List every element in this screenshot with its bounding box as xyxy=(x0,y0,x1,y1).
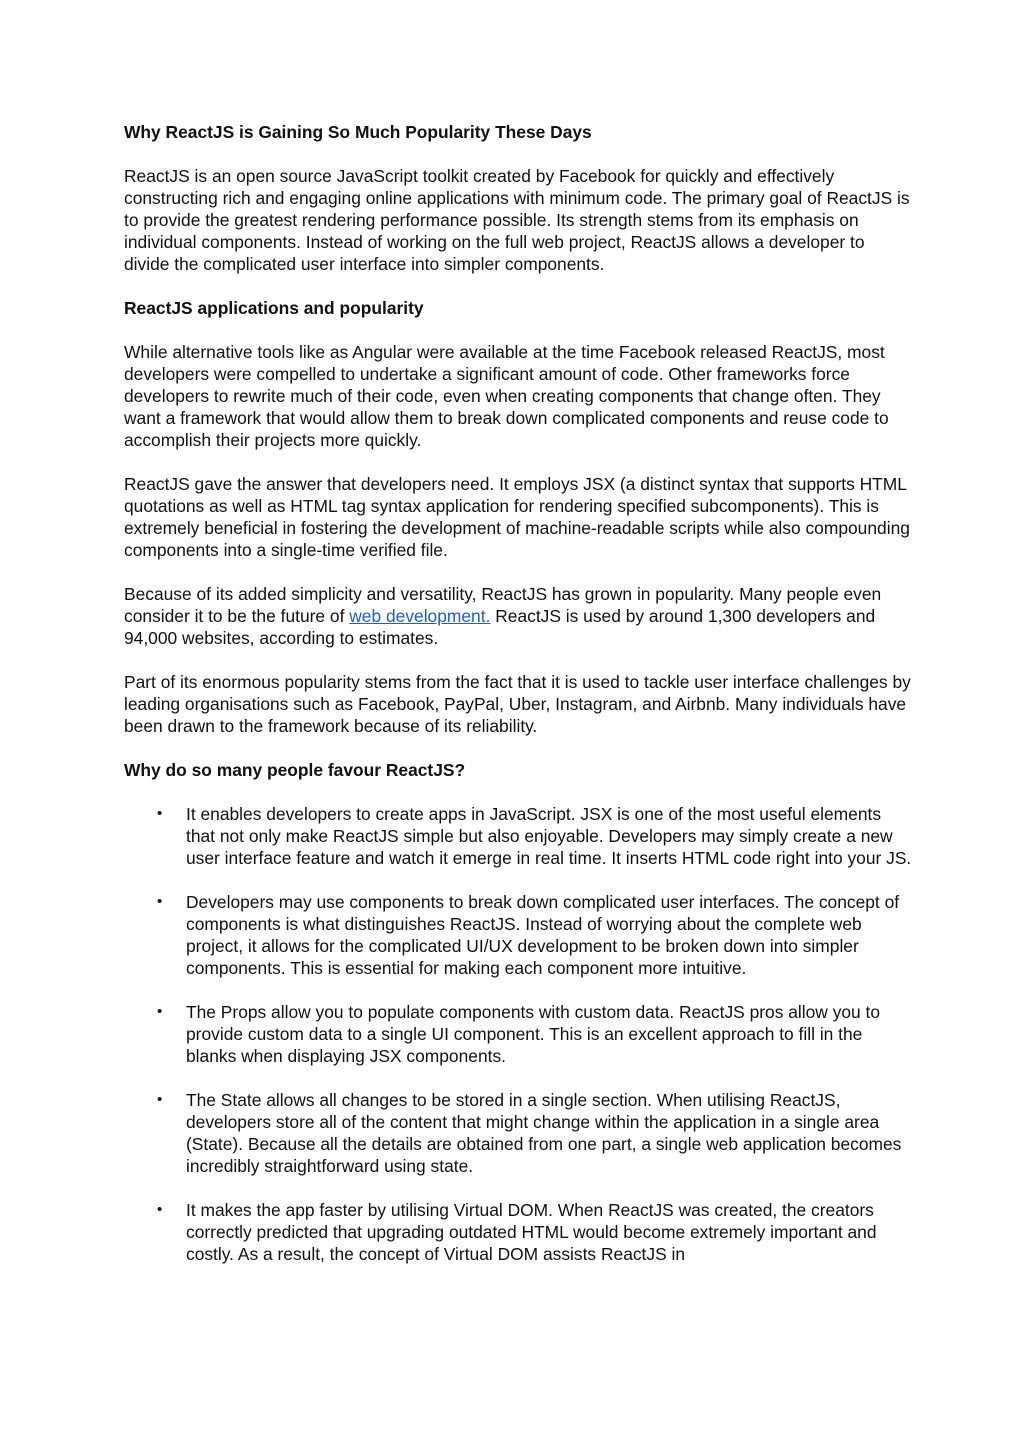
list-item xyxy=(124,891,914,979)
paragraph-alternatives: While alternative tools like as Angular were available at the time Facebook released ReactJS, most developers were compelled to undertake a significant amount of code. Other frameworks force developers to rewrite much of their code, even when creating components that change often. They want a framework that would allow them to break down complicated components and reuse code to accomplish their projects more quickly. xyxy=(124,342,889,450)
list-item-text: It enables developers to create apps in JavaScript. JSX is one of the most useful elements that not only make ReactJS simple but also enjoyable. Developers may simply create a new user interface feature and watch it emerge in real time. It inserts HTML code right into your JS. xyxy=(186,804,912,868)
bullet-icon: • xyxy=(157,1201,163,1218)
list-item xyxy=(124,1001,914,1067)
bullet-icon: • xyxy=(157,1003,163,1020)
section-heading-applications: ReactJS applications and popularity xyxy=(124,298,424,318)
paragraph-organisations: Part of its enormous popularity stems from the fact that it is used to tackle user interface challenges by leading organisations such as Facebook, PayPal, Uber, Instagram, and Airbnb. Many individuals have been drawn to the framework because of its reliability. xyxy=(124,672,911,736)
reasons-list xyxy=(124,803,914,1265)
list-item xyxy=(124,1089,914,1177)
web-development-link[interactable]: web development. xyxy=(349,606,491,626)
bullet-icon: • xyxy=(157,805,163,822)
paragraph-popularity xyxy=(124,583,914,649)
bullet-icon: • xyxy=(157,1091,163,1108)
list-item xyxy=(124,803,914,869)
intro-paragraph: ReactJS is an open source JavaScript toolkit created by Facebook for quickly and effectively constructing rich and engaging online applications with minimum code. The primary goal of ReactJS is to provide the greatest rendering performance possible. Its strength stems from its emphasis on individual components. Instead of working on the full web project, ReactJS allows a developer to divide the complicated user interface into simpler components. xyxy=(124,166,910,274)
section-heading-why-favour: Why do so many people favour ReactJS? xyxy=(124,760,466,780)
list-item xyxy=(124,1199,914,1265)
list-item-text: Developers may use components to break down complicated user interfaces. The concept of components is what distinguishes ReactJS. Instead of worrying about the complete web project, it allows for the complicated UI/UX development to be broken down into simpler components. This is essential for making each component more intuitive. xyxy=(186,892,900,978)
list-item-text: It makes the app faster by utilising Virtual DOM. When ReactJS was created, the creators correctly predicted that upgrading outdated HTML would become extremely important and costly. As a result, the concept of Virtual DOM assists ReactJS in xyxy=(186,1200,877,1264)
list-item-text: The Props allow you to populate components with custom data. ReactJS pros allow you to provide custom data to a single UI component. This is an excellent approach to fill in the blanks when displaying JSX components. xyxy=(186,1002,881,1066)
article-title: Why ReactJS is Gaining So Much Popularity These Days xyxy=(124,122,592,142)
paragraph-popularity-before: Because of its added simplicity and versatility, ReactJS has grown in popularity. Many people even consider it to be the future of xyxy=(124,584,882,626)
document-page xyxy=(124,121,914,1287)
list-item-text: The State allows all changes to be stored in a single section. When utilising ReactJS, developers store all of the content that might change within the application in a single area (State). Because all the details are obtained from one part, a single web application becomes incredibly straightforward using state. xyxy=(186,1090,902,1176)
paragraph-popularity-after: ReactJS is used by around 1,300 developers and 94,000 websites, according to estimates. xyxy=(124,606,876,648)
bullet-icon: • xyxy=(157,893,163,910)
paragraph-jsx: ReactJS gave the answer that developers need. It employs JSX (a distinct syntax that supports HTML quotations as well as HTML tag syntax application for rendering specified subcomponents). This is extremely beneficial in fostering the development of machine-readable scripts while also compounding components into a single-time verified file. xyxy=(124,474,910,560)
